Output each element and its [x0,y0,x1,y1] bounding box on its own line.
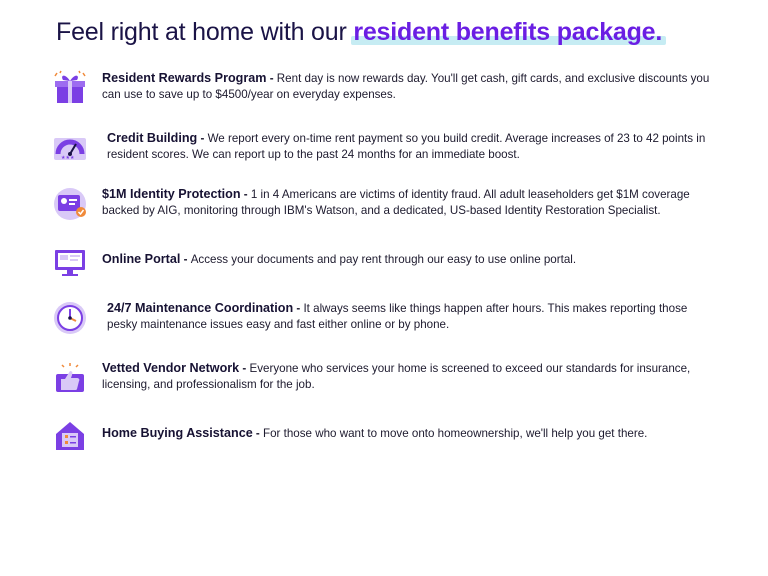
benefit-description: Access your documents and pay rent through our easy to use online portal. [190,253,577,266]
benefit-title: Credit Building [107,131,198,145]
benefit-title: $1M Identity Protection [102,187,241,201]
credit-gauge-icon [52,130,88,166]
separator: - [197,132,208,145]
benefit-title: Resident Rewards Program [102,71,267,85]
house-checklist-icon [52,418,88,454]
benefit-vendor-network [52,360,752,400]
benefit-description: We report every on-time rent payment so you build credit. Average increases of 23 to 42 points in resident scores. We can report up to the past 24 months for an immediate boost. [107,132,706,161]
benefit-credit-building [52,130,752,170]
clock-icon [52,300,88,336]
page-headline [56,16,756,48]
thumbs-up-icon [52,360,88,396]
headline-highlight: resident benefits package. [353,18,663,46]
benefit-description: 1 in 4 Americans are victims of identity fraud. All adult leaseholders get $1M coverage backed by AIG, monitoring through IBM's Watson, and a dedicated, US-based Identity Restoration Specialist. [102,188,690,217]
benefit-home-buying [52,418,752,454]
separator: - [266,72,277,85]
separator: - [239,362,250,375]
separator: - [252,427,264,440]
benefit-description: It always seems like things happen after hours. This makes reporting those pesky maintenance issues easy and fast either online or by phone. [107,302,688,331]
benefit-maintenance [52,300,752,340]
benefit-description: For those who want to move onto homeownership, we'll help you get there. [263,427,648,440]
benefit-text [107,301,717,332]
computer-monitor-icon [52,244,88,280]
svg-text:★★★: ★★★ [61,155,75,161]
benefit-identity-protection [52,186,752,226]
benefit-description: Rent day is now rewards day. You'll get cash, gift cards, and exclusive discounts you can use to save up to $4500/year on everyday expenses. [102,72,710,101]
benefit-title: Home Buying Assistance [102,426,253,440]
benefit-title: Vetted Vendor Network [102,361,240,375]
separator: - [180,253,191,266]
benefit-text [107,131,717,162]
headline-lead: Feel right at home with our [56,18,354,46]
benefit-title: Online Portal [102,252,181,266]
benefit-text [102,71,712,102]
benefit-rewards [52,70,752,110]
benefit-text [102,426,712,442]
benefit-online-portal [52,244,752,280]
separator: - [293,302,304,315]
benefit-text [102,252,712,268]
separator: - [240,188,251,201]
benefit-text [102,361,712,392]
benefit-title: 24/7 Maintenance Coordination [107,301,294,315]
identity-card-icon [52,186,88,222]
benefit-description: Everyone who services your home is screened to exceed our standards for insurance, licensing, and professionalism for the job. [102,362,691,391]
benefit-text [102,187,712,218]
gift-icon [52,70,88,106]
